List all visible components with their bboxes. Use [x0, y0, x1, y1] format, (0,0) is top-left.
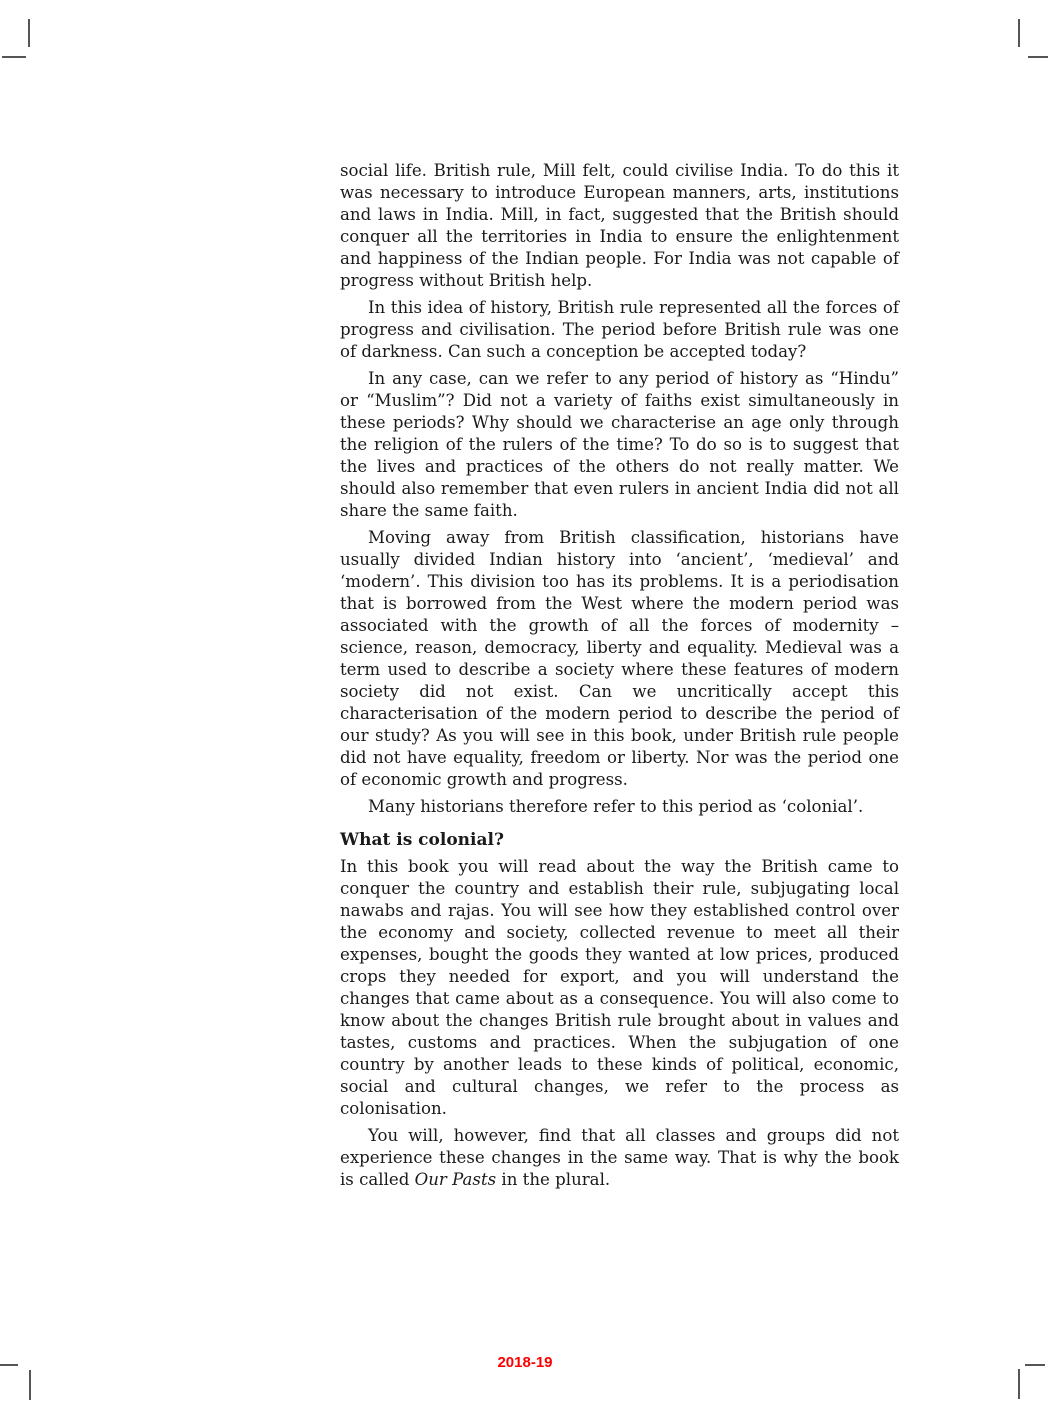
paragraph: social life. British rule, Mill felt, could civilise India. To do this it was necessary to introduce European manners, arts, institutions and laws in India. Mill, in fact, suggested that the British should conquer all the territories in India to ensure the enlightenment and happiness of the Indian people. For India was not capable of progress without British help. — [340, 161, 899, 290]
section-heading: What is colonial? — [340, 830, 504, 850]
paragraph-last — [340, 1125, 899, 1191]
paragraph: In any case, can we refer to any period of history as “Hindu” or “Muslim”? Did not a variety of faiths exist simultaneously in these periods? Why should we characterise an age only through the religion of the rulers of the time? To do so is to suggest that the lives and practices of the others do not really matter. We should also remember that even rulers in ancient India did not all share the same faith. — [340, 369, 899, 520]
paragraph: In this book you will read about the way the British came to conquer the country and establish their rule, subjugating local nawabs and rajas. You will see how they established control over the economy and society, collected revenue to meet all their expenses, bought the goods they wanted at low prices, produced crops they needed for export, and you will understand the changes that came about as a consequence. You will also come to know about the changes British rule brought about in values and tastes, customs and practices. When the subjugation of one country by another leads to these kinds of political, economic, social and cultural changes, we refer to the process as colonisation. — [340, 857, 899, 1118]
text-run: in the plural. — [496, 1170, 611, 1189]
text-run: You will, however, find that all classes and groups did not experience these changes in the same way. That is why the book is called — [340, 1126, 899, 1189]
book-title: Our Pasts — [414, 1170, 497, 1189]
crop-mark-bottom-right-vertical — [1018, 1369, 1020, 1399]
paragraph: Many historians therefore refer to this period as ‘colonial’. — [368, 797, 864, 816]
footer-year: 2018-19 — [497, 1354, 553, 1371]
crop-mark-top-right-horizontal — [1028, 56, 1048, 58]
crop-mark-top-left-horizontal — [2, 56, 26, 58]
page-body — [340, 160, 899, 1196]
paragraph: In this idea of history, British rule represented all the forces of progress and civilisation. The period before British rule was one of darkness. Can such a conception be accepted today? — [340, 298, 899, 361]
crop-mark-top-right-vertical — [1018, 19, 1020, 47]
crop-mark-bottom-left-vertical — [29, 1370, 31, 1400]
crop-mark-top-left-vertical — [28, 19, 30, 47]
paragraph: Moving away from British classification, historians have usually divided Indian history into ‘ancient’, ‘medieval’ and ‘modern’. This division too has its problems. It is a periodisation that is borrowed from the West where the modern period was associated with the growth of all the forces of modernity – science, reason, democracy, liberty and equality. Medieval was a term used to describe a society where these features of modern society did not exist. Can we uncritically accept this characterisation of the modern period to describe the period of our study? As you will see in this book, under British rule people did not have equality, freedom or liberty. Nor was the period one of economic growth and progress. — [340, 528, 899, 789]
